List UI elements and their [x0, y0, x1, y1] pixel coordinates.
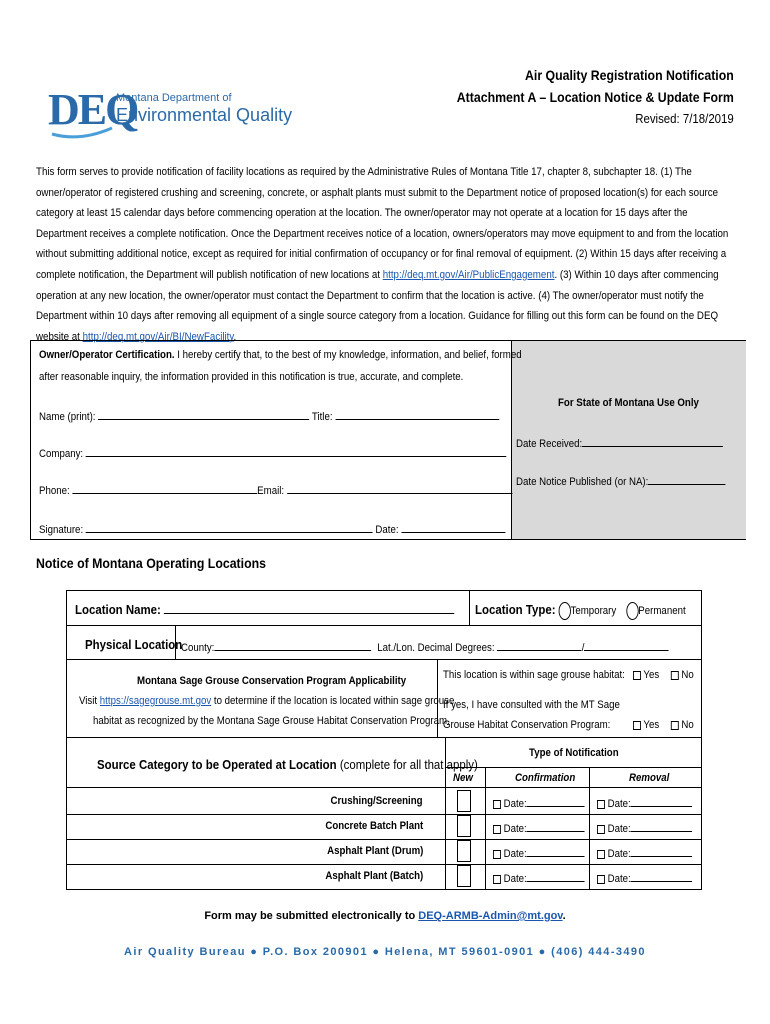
footer-address: Air Quality Bureau ● P.O. Box 200901 ● Helena, MT 59601-0901 ● (406) 444-3490 [124, 946, 646, 958]
name-title-row [39, 408, 499, 423]
sage-q2-no-checkbox[interactable] [671, 721, 679, 730]
public-engagement-link[interactable]: http://deq.mt.gov/Air/PublicEngagement [382, 268, 555, 281]
footer-submit-text: Form may be submitted electronically to [204, 910, 419, 922]
armb-email-link[interactable]: DEQ-ARMB-Admin@mt.gov [418, 910, 563, 922]
source-category-label: Crushing/Screening [331, 795, 423, 807]
removal-date-label: Date: [607, 798, 631, 810]
sage-q2a: If yes, I have consulted with the MT Sage [443, 699, 620, 711]
company-label: Company: [39, 448, 84, 460]
confirmation-checkbox[interactable] [493, 800, 501, 809]
new-checkbox[interactable] [457, 790, 471, 812]
sage-q2-yes-checkbox[interactable] [633, 721, 641, 730]
latlon-separator: / [581, 642, 585, 654]
table-row [67, 789, 701, 814]
removal-checkbox[interactable] [597, 875, 605, 884]
form-subtitle: Attachment A – Location Notice & Update Form [456, 89, 734, 105]
longitude-field[interactable] [584, 639, 668, 651]
footer-submit-end: . [562, 910, 566, 922]
email-label: Email: [257, 485, 285, 497]
removal-checkbox[interactable] [597, 800, 605, 809]
revision-date: Revised: 7/18/2019 [635, 111, 734, 126]
source-heading-row [97, 757, 478, 772]
phone-field[interactable] [72, 482, 257, 494]
confirmation-date [493, 820, 585, 835]
logo-line1: Montana Department of [116, 92, 232, 104]
intro-text-2: . (3) Within 10 days after commencing operation at any new location, the owner/operator must contact the Department to confirm that the location is active. (4) The owner/operator must notify the Department within 10 days after removing all equipment of a single source category from a location. Guidance for filling out this form can be found on the DEQ website at [36, 268, 719, 343]
cert-statement-line2: after reasonable inquiry, the information provided in this notification is true, accurate, and complete. [39, 371, 464, 383]
confirmation-date [493, 845, 585, 860]
confirmation-date [493, 870, 585, 885]
removal-date [597, 795, 692, 810]
signature-row [39, 521, 505, 536]
sage-q1-options [633, 669, 694, 681]
removal-checkbox[interactable] [597, 850, 605, 859]
removal-date-label: Date: [607, 873, 631, 885]
temporary-label: Temporary [570, 605, 617, 617]
confirmation-checkbox[interactable] [493, 825, 501, 834]
date-received-field[interactable] [582, 435, 723, 447]
date-received-row [516, 435, 723, 450]
removal-date [597, 845, 692, 860]
sage-heading: Montana Sage Grouse Conservation Program Applicability [137, 675, 407, 687]
cert-date-label: Date: [375, 524, 399, 536]
location-table [66, 590, 702, 890]
confirmation-date [493, 795, 585, 810]
cert-text-1: I hereby certify that, to the best of my knowledge, information, and belief, formed [174, 349, 522, 361]
title-field[interactable] [335, 408, 499, 420]
name-label: Name (print): [39, 411, 96, 423]
new-checkbox[interactable] [457, 840, 471, 862]
logo-swoosh-icon [50, 124, 114, 140]
intro-text-3: . [233, 330, 237, 343]
source-note: (complete for all that apply) [336, 757, 478, 772]
title-label: Title: [311, 411, 333, 423]
sage-visit-text: Visit [79, 695, 100, 707]
sage-rest-1: to determine if the location is located within sage grouse [211, 695, 455, 707]
date-received-label: Date Received: [516, 438, 583, 450]
source-category-label: Asphalt Plant (Drum) [326, 845, 423, 857]
confirmation-date-field[interactable] [527, 870, 585, 882]
new-column-header: New [453, 772, 473, 784]
sage-grouse-link[interactable]: https://sagegrouse.mt.gov [99, 695, 212, 707]
county-label: County: [181, 642, 215, 654]
footer-submit-line [0, 910, 770, 922]
temporary-radio[interactable] [558, 602, 570, 620]
removal-column-header: Removal [629, 772, 670, 784]
sage-q1-yes-checkbox[interactable] [633, 671, 641, 680]
table-row [67, 839, 701, 864]
removal-checkbox[interactable] [597, 825, 605, 834]
name-field[interactable] [98, 408, 309, 420]
location-name-field[interactable] [164, 602, 454, 614]
state-use-heading: For State of Montana Use Only [558, 397, 699, 409]
sage-visit-line [79, 695, 454, 707]
notification-type-heading: Type of Notification [529, 747, 619, 759]
source-category-label: Asphalt Plant (Batch) [325, 870, 423, 882]
physical-location-row [181, 639, 669, 654]
confirmation-date-label: Date: [503, 798, 527, 810]
new-facility-link[interactable]: http://deq.mt.gov/Air/BI/NewFacility [82, 330, 234, 343]
confirmation-date-field[interactable] [527, 820, 585, 832]
header-title-block [419, 64, 734, 130]
cert-date-field[interactable] [401, 521, 505, 533]
cert-statement-line1 [39, 349, 522, 361]
sage-q1-no-label: No [681, 669, 694, 681]
date-published-field[interactable] [648, 473, 725, 485]
confirmation-date-field[interactable] [527, 795, 585, 807]
sage-q2-no-label: No [681, 719, 694, 731]
confirmation-date-field[interactable] [527, 845, 585, 857]
source-heading: Source Category to be Operated at Location [97, 757, 337, 772]
removal-date-field[interactable] [631, 820, 693, 832]
sage-rest-2: habitat as recognized by the Montana Sage Grouse Habitat Conservation Program. [93, 715, 450, 727]
location-name-label: Location Name: [75, 602, 161, 617]
sage-q2b: Grouse Habitat Conservation Program: [443, 719, 611, 731]
email-field[interactable] [287, 482, 512, 494]
permanent-label: Permanent [638, 605, 686, 617]
new-checkbox[interactable] [457, 865, 471, 887]
latlon-label: Lat./Lon. Decimal Degrees: [377, 642, 495, 654]
latitude-field[interactable] [497, 639, 581, 651]
location-type-row [475, 602, 686, 620]
signature-label: Signature: [39, 524, 84, 536]
sage-q1-yes-label: Yes [643, 669, 660, 681]
removal-date [597, 820, 692, 835]
confirmation-checkbox[interactable] [493, 850, 501, 859]
physical-location-label: Physical Location [85, 637, 183, 652]
confirmation-column-header: Confirmation [515, 772, 576, 784]
confirmation-date-label: Date: [503, 848, 527, 860]
removal-date-field[interactable] [631, 795, 693, 807]
signature-field[interactable] [86, 521, 373, 533]
form-title: Air Quality Registration Notification [525, 67, 734, 83]
table-row [67, 864, 701, 889]
county-field[interactable] [214, 639, 371, 651]
removal-date-label: Date: [607, 823, 631, 835]
removal-date-label: Date: [607, 848, 631, 860]
date-published-label: Date Notice Published (or NA): [516, 476, 649, 488]
source-category-label: Concrete Batch Plant [325, 820, 423, 832]
sage-q2-yes-label: Yes [643, 719, 660, 731]
notice-heading: Notice of Montana Operating Locations [36, 555, 266, 571]
logo-deq-text: DEQ [48, 85, 138, 134]
cert-heading: Owner/Operator Certification. [39, 349, 175, 361]
deq-logo [48, 85, 293, 138]
permanent-radio[interactable] [626, 602, 638, 620]
table-row [67, 814, 701, 839]
intro-paragraph [36, 162, 735, 347]
phone-label: Phone: [39, 485, 70, 497]
date-published-row [516, 473, 726, 488]
phone-email-row [39, 482, 512, 497]
certification-box [30, 340, 746, 540]
location-name-row [75, 602, 454, 617]
company-row [39, 445, 506, 460]
sage-q1-no-checkbox[interactable] [671, 671, 679, 680]
company-field[interactable] [86, 445, 507, 457]
removal-date [597, 870, 692, 885]
removal-date-field[interactable] [631, 870, 693, 882]
state-use-panel [511, 341, 746, 539]
logo-line2: Environmental Quality [116, 105, 293, 125]
removal-date-field[interactable] [631, 845, 693, 857]
confirmation-date-label: Date: [503, 823, 527, 835]
confirmation-date-label: Date: [503, 873, 527, 885]
confirmation-checkbox[interactable] [493, 875, 501, 884]
intro-text-1: This form serves to provide notification of facility locations as required by the Administrative Rules of Montana Title 17, chapter 8, subchapter 18. (1) The owner/operator of registered crushing and screening, concrete, or asphalt plants must submit to the Department notice of proposed location(s) for each source category at least 15 calendar days before commencing operation at the location. The owner/operator may not operate at a location for 15 days after the Department receives a complete notification. Once the Department receives notice of a location, owners/operators may move equipment to and from the location without submitting additional notice, except as required for initial confirmation of occupancy or for final removal of equipment. (2) Within 15 days after receiving a complete notification, the Department will publish notification of new locations at [36, 166, 729, 281]
sage-q1: This location is within sage grouse habitat: [443, 669, 625, 681]
location-type-label: Location Type: [475, 602, 556, 617]
sage-q2-options [633, 719, 694, 731]
new-checkbox[interactable] [457, 815, 471, 837]
